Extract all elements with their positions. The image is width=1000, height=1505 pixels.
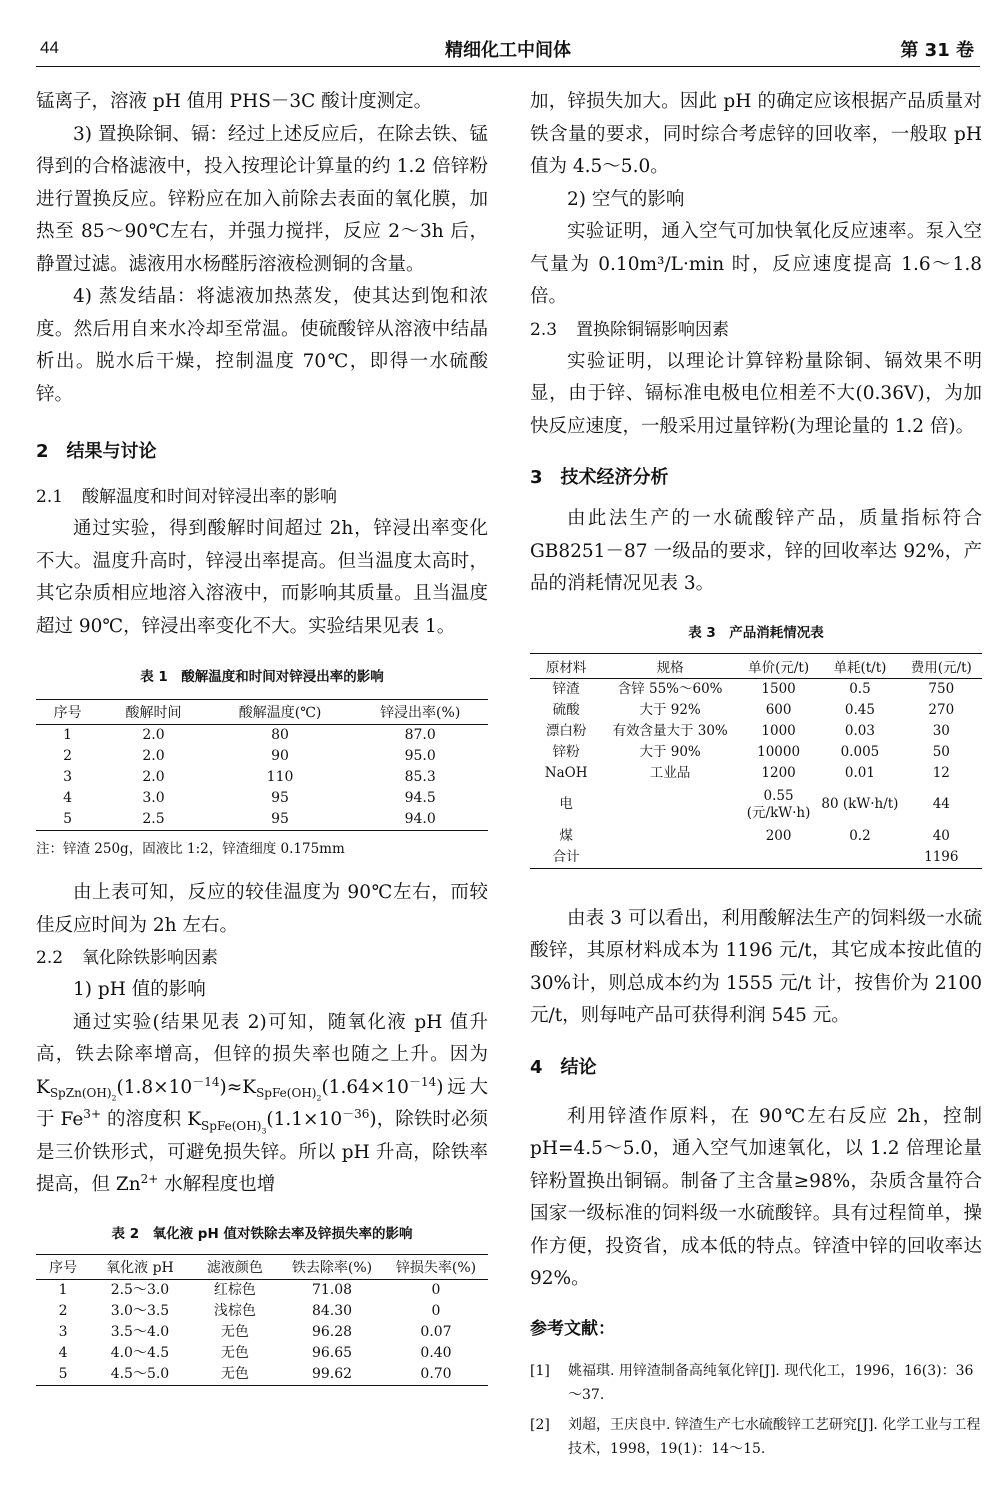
table-cell: 0: [431, 1281, 441, 1298]
table-cell: 110: [266, 769, 294, 785]
table-cell: 1500: [761, 680, 796, 697]
table-cell: 有效含量大于 30%: [612, 722, 728, 739]
table-cell: 94.0: [404, 811, 436, 827]
paragraph-4: 利用锌渣作原料，在 90℃左右反应 2h，控制 pH=4.5～5.0，通入空气加速氧化，以 1.2 倍理论量锌粉置换出铜镉。制备了主含量≥98%，杂质含量符合国家一级标准的饲料级一水硫酸锌。具有过程简单，操作方便，投资省，成本低的特点。锌渣中锌的回收率达 92%。: [530, 1105, 982, 1289]
table-cell: 94.5: [404, 790, 436, 806]
table-cell: 0.005: [840, 743, 880, 760]
table-cell: 煤: [559, 827, 573, 844]
table-cell: [819, 847, 900, 869]
table-row: [530, 700, 982, 721]
table-2: [36, 1254, 488, 1386]
table-cell: 4.5～5.0: [110, 1365, 170, 1382]
reference-text: 刘超，王庆良中. 锌渣生产七水硫酸锌工艺研究[J]. 化学工业与工程技术，1998，19(1)：14～15.: [568, 1416, 981, 1457]
paragraph-step3: 3) 置换除铜、镉：经过上述反应后，在除去铁、锰得到的合格滤液中，投入按理论计算量的约 1.2 倍锌粉进行置换反应。锌粉应在加入前除去表面的氧化膜，加热至 85～90℃左右，并强力搅拌，反应 2～3h 后，静置过滤。滤液用水杨醛肟溶液检测铜的含量。: [36, 123, 488, 275]
table-cell: 红棕色: [213, 1281, 256, 1298]
table-cell: 95: [271, 811, 289, 827]
table-cell: 80: [271, 727, 289, 743]
table-cell: 1196: [924, 848, 959, 865]
table-row-total: [530, 847, 982, 869]
table-cell: 2: [58, 1302, 68, 1319]
table-row: [530, 763, 982, 784]
table-cell: 44: [932, 796, 950, 812]
table-cell: 2: [63, 748, 73, 764]
table-row: [36, 1322, 488, 1343]
table-row: [530, 678, 982, 700]
page-number: 44: [40, 38, 59, 57]
table-cell: 87.0: [404, 727, 436, 743]
table-row: [36, 767, 488, 788]
subsection-number: 2.1: [36, 487, 64, 507]
table-cell: 0.07: [420, 1323, 452, 1340]
table-cell: 2.5: [142, 811, 165, 827]
table-cell: 锌渣: [552, 680, 580, 697]
table-cell: 0.5: [849, 680, 871, 697]
table-cell: 3.0～3.5: [110, 1302, 170, 1319]
paragraph: 加，锌损失加大。因此 pH 的确定应该根据产品质量对铁含量的要求，同时综合考虑锌的回收率，一般取 pH 值为 4.5～5.0。: [530, 91, 982, 177]
table-cell: 96.28: [311, 1323, 353, 1340]
right-column: [530, 86, 982, 1467]
table-2-caption: 表 2 氧化液 pH 值对铁除去率及锌损失率的影响: [111, 1225, 413, 1242]
table-row: [530, 721, 982, 742]
paragraph-2-3: 实验证明，以理论计算锌粉量除铜、镉效果不明显，由于锌、镉标准电极电位相差不大(0.36V)，为加快反应速度，一般采用过量锌粉(为理论量的 1.2 倍)。: [530, 350, 982, 437]
table-cell: 4.0～4.5: [110, 1344, 170, 1361]
table-cell: 4: [63, 790, 73, 806]
table-cell: 750: [928, 680, 955, 697]
table-header: 单价(元/t): [748, 659, 810, 676]
table-header: 序号: [53, 705, 82, 721]
reference-number: [2]: [530, 1416, 550, 1433]
table-cell: 合计: [552, 848, 580, 865]
paragraph: 锰离子，溶液 pH 值用 PHS－3C 酸计度测定。: [36, 91, 433, 112]
table-cell: 12: [932, 764, 950, 781]
table-cell: 0.01: [844, 764, 875, 781]
table-cell: 含锌 55%～60%: [617, 680, 723, 697]
table-3-block: [530, 621, 982, 869]
table-cell: 85.3: [404, 769, 436, 785]
section-heading-4: 4 结论: [530, 1056, 597, 1078]
sub-item-ph: 1) pH 值的影响: [73, 979, 206, 1000]
table-cell: 硫酸: [552, 701, 580, 718]
table-cell: 95.0: [404, 748, 436, 764]
table-cell: 2.0: [142, 748, 165, 764]
table-cell: 5: [58, 1365, 68, 1382]
table-cell: NaOH: [544, 764, 588, 781]
paragraph-2-1: 通过实验，得到酸解时间超过 2h，锌浸出率变化不大。温度升高时，锌浸出率提高。但当温度太高时，其它杂质相应地溶入溶液中，而影响其质量。且当温度超过 90℃，锌浸出率变化不大。实验结果见表 1。: [36, 518, 488, 637]
table-row: [36, 809, 488, 831]
table-1-note: 注：锌渣 250g，固液比 1:2，锌渣细度 0.175mm: [36, 841, 345, 857]
subsection-number: 2.3: [530, 319, 558, 340]
table-row: [530, 742, 982, 763]
table-row: [36, 1301, 488, 1322]
table-cell: 0.70: [420, 1365, 452, 1382]
table-cell: 71.08: [311, 1281, 353, 1298]
table-cell: 0.55 (元/kW·h): [746, 787, 811, 821]
table-cell: 95: [271, 790, 289, 806]
reference-item: [530, 1359, 982, 1407]
table-header: 铁去除率(%): [291, 1259, 373, 1276]
table-cell: 1200: [761, 764, 796, 781]
table-cell: 1000: [761, 722, 796, 739]
volume-label: 第 31 卷: [900, 40, 974, 61]
table-cell: 无色: [220, 1344, 249, 1361]
table-cell: 大于 92%: [639, 701, 701, 718]
table-cell: [738, 847, 819, 869]
table-header: 规格: [656, 659, 684, 676]
subsection-number: 2.2: [36, 948, 64, 968]
table-cell: 0.45: [844, 701, 875, 718]
table-cell: 99.62: [311, 1365, 353, 1382]
paragraph-3: 由此法生产的一水硫酸锌产品，质量指标符合 GB8251－87 一级品的要求，锌的回收率达 92%，产品的消耗情况见表 3。: [530, 508, 982, 594]
sub-item-air: 2) 空气的影响: [567, 188, 685, 210]
table-cell: 大于 90%: [639, 743, 701, 760]
table-cell: 2.0: [142, 727, 165, 743]
table-cell: 270: [928, 701, 955, 718]
table-cell: 漂白粉: [545, 722, 587, 739]
table-1: [36, 699, 488, 831]
table-cell: 30: [932, 722, 950, 739]
table-row: [36, 788, 488, 809]
table-cell: 浅棕色: [213, 1302, 256, 1319]
page-header: [36, 34, 980, 66]
left-column: [36, 86, 488, 1386]
table-cell: 90: [271, 748, 289, 764]
table-cell: 无色: [220, 1365, 249, 1382]
table-cell: 3: [58, 1323, 68, 1340]
table-cell: 50: [932, 743, 950, 760]
table-row: [36, 1364, 488, 1386]
table-cell: 200: [765, 827, 792, 844]
paragraph-2-1b: 由上表可知，反应的较佳温度为 90℃左右，而较佳反应时间为 2h 左右。: [36, 882, 488, 936]
table-header: 酸解时间: [125, 705, 182, 721]
section-heading-2: 2 结果与讨论: [36, 441, 157, 462]
table-cell: [602, 826, 738, 847]
table-cell: 电: [559, 796, 573, 812]
references-heading: 参考文献：: [530, 1318, 615, 1339]
header-rule: [36, 66, 980, 67]
table-cell: [602, 784, 738, 826]
reference-number: [1]: [530, 1362, 550, 1379]
paragraph-2-2: 通过实验(结果见表 2)可知，随氧化液 pH 值升高，铁去除率增高，但锌的损失率也随之上升。因为 $K_{SpZn(OH)_2}(1.8\times 10^{-14})\approx K_{SpFe(OH)_2}(1.64\times 10^{-14})$远大于 $Fe^{3+}$ 的溶度积 $K_{SpFe(OH)_3}(1.1\times 10^{-36})$，除铁时必须是三价铁形式，可避免损失锌。所以 pH 升高，除铁率提高，但 $Zn^{2+}$ 水解程度也增: [36, 1011, 489, 1195]
table-cell: 3.0: [142, 790, 165, 806]
table-header: 序号: [49, 1259, 78, 1276]
table-cell: 0.40: [420, 1344, 452, 1361]
reference-text: 姚福琪. 用锌渣制备高纯氧化锌[J]. 现代化工，1996，16(3)：36～37.: [568, 1362, 974, 1403]
table-header: 酸解温度(℃): [238, 705, 322, 721]
subsection-heading-2-1: [36, 481, 488, 513]
table-cell: 无色: [220, 1323, 249, 1340]
table-cell: 0.03: [844, 722, 875, 739]
table-cell: 84.30: [311, 1302, 353, 1319]
table-cell: [602, 847, 738, 869]
journal-title: 精细化工中间体: [445, 40, 571, 61]
section-heading-3: 3 技术经济分析: [530, 467, 669, 488]
table-cell: 80 (kW·h/t): [821, 796, 899, 812]
table-cell: 96.65: [311, 1344, 353, 1361]
table-cell: 10000: [757, 743, 801, 760]
table-1-block: [36, 665, 488, 857]
table-row: [36, 1279, 488, 1301]
table-header: 氧化液 pH: [106, 1259, 174, 1276]
table-row: [36, 725, 488, 747]
paragraph-3b: 由表 3 可以看出，利用酸解法生产的饲料级一水硫酸锌，其原材料成本为 1196 元/t，其它成本按此值的 30%计，则总成本约为 1555 元/t 计，按售价为 2100 元/t，则每吨产品可获得利润 545 元。: [530, 907, 982, 1026]
table-header: 原材料: [545, 659, 587, 676]
table-cell: 5: [63, 811, 73, 827]
subsection-title: 置换除铜镉影响因素: [576, 319, 729, 340]
table-header: 滤液颜色: [206, 1259, 263, 1276]
table-cell: 600: [765, 701, 792, 718]
table-1-caption: 表 1 酸解温度和时间对锌浸出率的影响: [140, 669, 384, 685]
table-cell: 3: [63, 769, 73, 785]
references-list: [530, 1359, 982, 1461]
table-header: 费用(元/t): [910, 659, 972, 676]
table-cell: 4: [58, 1344, 68, 1361]
subsection-heading-2-2: [36, 942, 488, 974]
table-header: 单耗(t/t): [833, 659, 887, 676]
reference-item: [530, 1413, 982, 1461]
table-cell: 3.5～4.0: [110, 1323, 170, 1340]
paragraph-step4: 4) 蒸发结晶：将滤液加热蒸发，使其达到饱和浓度。然后用自来水冷却至常温。使硫酸锌从溶液中结晶析出。脱水后干燥，控制温度 70℃，即得一水硫酸锌。: [36, 286, 488, 405]
subsection-title: 氧化除铁影响因素: [82, 948, 218, 968]
table-header: 锌损失率(%): [395, 1259, 477, 1276]
table-cell: 40: [932, 827, 950, 844]
table-cell: 2.0: [142, 769, 165, 785]
table-row: [530, 826, 982, 847]
table-3-caption: 表 3 产品消耗情况表: [688, 624, 824, 641]
table-cell: 0.2: [849, 827, 871, 844]
subsection-title: 酸解温度和时间对锌浸出率的影响: [82, 487, 337, 507]
table-cell: 2.5～3.0: [110, 1281, 170, 1298]
table-2-block: [36, 1222, 488, 1386]
table-cell: 1: [58, 1281, 68, 1298]
table-cell: 0: [431, 1302, 441, 1319]
table-cell: 1: [63, 727, 73, 743]
table-cell: 锌粉: [552, 743, 580, 760]
subsection-heading-2-3: [530, 314, 982, 346]
table-cell: 工业品: [649, 764, 691, 781]
table-header: 锌浸出率(%): [380, 705, 461, 721]
table-row: [36, 746, 488, 767]
table-3: [530, 653, 982, 869]
table-row: [530, 784, 982, 826]
paragraph-air: 实验证明，通入空气可加快氧化反应速率。泵入空气量为 0.10m³/L·min 时，反应速度提高 1.6～1.8 倍。: [530, 221, 982, 307]
table-row: [36, 1343, 488, 1364]
